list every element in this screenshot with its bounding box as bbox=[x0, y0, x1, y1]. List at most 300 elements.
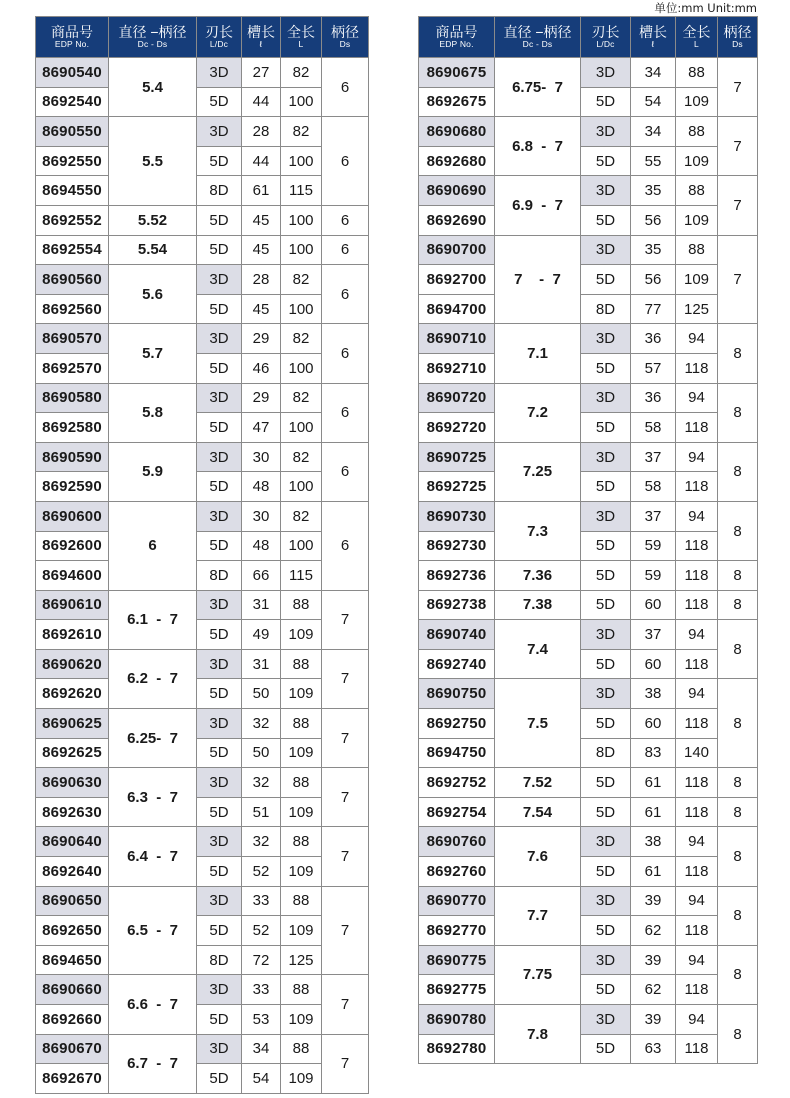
overall-length: 109 bbox=[281, 738, 322, 768]
edp-number: 8692540 bbox=[36, 87, 109, 117]
diameter-value: 6.8 - 7 bbox=[495, 117, 581, 176]
flute-ratio: 5D bbox=[197, 205, 242, 235]
diameter-value: 5.7 bbox=[109, 324, 197, 383]
flute-length: 38 bbox=[631, 679, 676, 709]
header-edp: 商品号 EDP No. bbox=[36, 17, 109, 58]
diameter-value: 5.5 bbox=[109, 117, 197, 206]
shank-diameter: 6 bbox=[322, 324, 369, 383]
diameter-value: 7.1 bbox=[495, 324, 581, 383]
flute-ratio: 5D bbox=[581, 649, 631, 679]
flute-ratio: 3D bbox=[581, 235, 631, 265]
table-row bbox=[419, 620, 758, 650]
flute-length: 56 bbox=[631, 205, 676, 235]
overall-length: 125 bbox=[281, 945, 322, 975]
shank-diameter: 7 bbox=[322, 590, 369, 649]
table-row bbox=[36, 472, 369, 502]
overall-length: 100 bbox=[281, 353, 322, 383]
table-row bbox=[419, 916, 758, 946]
flute-ratio: 3D bbox=[581, 501, 631, 531]
overall-length: 88 bbox=[281, 975, 322, 1005]
table-row bbox=[419, 58, 758, 88]
flute-ratio: 5D bbox=[581, 353, 631, 383]
shank-diameter: 7 bbox=[322, 827, 369, 886]
shank-diameter: 6 bbox=[322, 58, 369, 117]
flute-length: 37 bbox=[631, 442, 676, 472]
overall-length: 88 bbox=[281, 709, 322, 739]
table-row bbox=[419, 827, 758, 857]
edp-number: 8690780 bbox=[419, 1005, 495, 1035]
overall-length: 88 bbox=[676, 176, 718, 206]
table-row bbox=[36, 442, 369, 472]
flute-length: 34 bbox=[631, 117, 676, 147]
diameter-value: 6.7 - 7 bbox=[109, 1034, 197, 1093]
diameter-value: 7.38 bbox=[495, 590, 581, 620]
table-row bbox=[36, 738, 369, 768]
flute-length: 34 bbox=[631, 58, 676, 88]
table-row bbox=[36, 975, 369, 1005]
edp-number: 8690730 bbox=[419, 501, 495, 531]
overall-length: 109 bbox=[281, 797, 322, 827]
flute-ratio: 3D bbox=[581, 176, 631, 206]
table-row bbox=[36, 324, 369, 354]
flute-ratio: 5D bbox=[197, 916, 242, 946]
shank-diameter: 7 bbox=[718, 235, 758, 324]
shank-diameter: 7 bbox=[718, 117, 758, 176]
shank-diameter: 7 bbox=[322, 975, 369, 1034]
shank-diameter: 6 bbox=[322, 265, 369, 324]
header-diameter: 直径 −柄径 Dc - Ds bbox=[109, 17, 197, 58]
overall-length: 118 bbox=[676, 590, 718, 620]
table-row bbox=[419, 738, 758, 768]
edp-number: 8692620 bbox=[36, 679, 109, 709]
overall-length: 94 bbox=[676, 442, 718, 472]
flute-length: 28 bbox=[242, 265, 281, 295]
header-flute-length: 槽长 ℓ bbox=[242, 17, 281, 58]
table-row bbox=[36, 1064, 369, 1094]
table-row bbox=[419, 205, 758, 235]
edp-number: 8690570 bbox=[36, 324, 109, 354]
overall-length: 88 bbox=[281, 649, 322, 679]
shank-diameter: 8 bbox=[718, 945, 758, 1004]
overall-length: 94 bbox=[676, 620, 718, 650]
edp-number: 8690610 bbox=[36, 590, 109, 620]
header-shank-diameter: 柄径 Ds bbox=[322, 17, 369, 58]
edp-number: 8692720 bbox=[419, 413, 495, 443]
overall-length: 100 bbox=[281, 87, 322, 117]
shank-diameter: 8 bbox=[718, 590, 758, 620]
table-row bbox=[36, 265, 369, 295]
flute-length: 28 bbox=[242, 117, 281, 147]
table-row bbox=[36, 620, 369, 650]
shank-diameter: 6 bbox=[322, 205, 369, 235]
edp-number: 8692675 bbox=[419, 87, 495, 117]
flute-length: 29 bbox=[242, 324, 281, 354]
flute-length: 34 bbox=[242, 1034, 281, 1064]
shank-diameter: 7 bbox=[322, 768, 369, 827]
flute-ratio: 5D bbox=[197, 738, 242, 768]
table-row bbox=[36, 117, 369, 147]
flute-length: 38 bbox=[631, 827, 676, 857]
flute-ratio: 5D bbox=[197, 472, 242, 502]
overall-length: 94 bbox=[676, 679, 718, 709]
edp-number: 8690660 bbox=[36, 975, 109, 1005]
edp-number: 8692754 bbox=[419, 797, 495, 827]
diameter-value: 7.25 bbox=[495, 442, 581, 501]
table-row bbox=[419, 117, 758, 147]
flute-length: 56 bbox=[631, 265, 676, 295]
shank-diameter: 8 bbox=[718, 827, 758, 886]
edp-number: 8692760 bbox=[419, 857, 495, 887]
overall-length: 82 bbox=[281, 442, 322, 472]
shank-diameter: 6 bbox=[322, 501, 369, 590]
table-row bbox=[419, 87, 758, 117]
flute-length: 55 bbox=[631, 146, 676, 176]
diameter-value: 6.9 - 7 bbox=[495, 176, 581, 235]
flute-length: 37 bbox=[631, 501, 676, 531]
flute-length: 53 bbox=[242, 1005, 281, 1035]
flute-length: 36 bbox=[631, 324, 676, 354]
overall-length: 94 bbox=[676, 501, 718, 531]
overall-length: 109 bbox=[281, 916, 322, 946]
diameter-value: 7.2 bbox=[495, 383, 581, 442]
table-row bbox=[419, 531, 758, 561]
overall-length: 88 bbox=[281, 768, 322, 798]
shank-diameter: 6 bbox=[322, 442, 369, 501]
overall-length: 88 bbox=[676, 58, 718, 88]
table-row bbox=[36, 205, 369, 235]
flute-ratio: 5D bbox=[197, 413, 242, 443]
flute-ratio: 3D bbox=[581, 442, 631, 472]
table-row bbox=[419, 294, 758, 324]
diameter-value: 5.52 bbox=[109, 205, 197, 235]
overall-length: 82 bbox=[281, 117, 322, 147]
shank-diameter: 8 bbox=[718, 383, 758, 442]
edp-number: 8690580 bbox=[36, 383, 109, 413]
edp-number: 8694600 bbox=[36, 561, 109, 591]
table-header bbox=[36, 17, 369, 58]
shank-diameter: 8 bbox=[718, 442, 758, 501]
diameter-value: 7.4 bbox=[495, 620, 581, 679]
shank-diameter: 6 bbox=[322, 383, 369, 442]
flute-length: 77 bbox=[631, 294, 676, 324]
flute-length: 62 bbox=[631, 975, 676, 1005]
overall-length: 109 bbox=[281, 1005, 322, 1035]
flute-ratio: 3D bbox=[197, 1034, 242, 1064]
overall-length: 118 bbox=[676, 531, 718, 561]
diameter-value: 6.5 - 7 bbox=[109, 886, 197, 975]
edp-number: 8692550 bbox=[36, 146, 109, 176]
overall-length: 109 bbox=[676, 146, 718, 176]
shank-diameter: 7 bbox=[718, 176, 758, 235]
flute-length: 62 bbox=[631, 916, 676, 946]
overall-length: 109 bbox=[676, 205, 718, 235]
edp-number: 8692690 bbox=[419, 205, 495, 235]
flute-ratio: 5D bbox=[197, 294, 242, 324]
diameter-value: 6.1 - 7 bbox=[109, 590, 197, 649]
header-diameter: 直径 −柄径 Dc - Ds bbox=[495, 17, 581, 58]
flute-ratio: 5D bbox=[197, 146, 242, 176]
flute-length: 45 bbox=[242, 235, 281, 265]
overall-length: 88 bbox=[281, 886, 322, 916]
flute-ratio: 5D bbox=[581, 975, 631, 1005]
table-row bbox=[419, 590, 758, 620]
edp-number: 8692670 bbox=[36, 1064, 109, 1094]
overall-length: 118 bbox=[676, 561, 718, 591]
overall-length: 140 bbox=[676, 738, 718, 768]
diameter-value: 5.4 bbox=[109, 58, 197, 117]
flute-ratio: 5D bbox=[197, 857, 242, 887]
overall-length: 88 bbox=[281, 590, 322, 620]
flute-ratio: 5D bbox=[197, 1005, 242, 1035]
flute-ratio: 3D bbox=[197, 975, 242, 1005]
diameter-value: 7.3 bbox=[495, 501, 581, 560]
spec-table-left bbox=[35, 16, 369, 1094]
overall-length: 82 bbox=[281, 58, 322, 88]
table-row bbox=[36, 945, 369, 975]
diameter-value: 7 - 7 bbox=[495, 235, 581, 324]
overall-length: 118 bbox=[676, 768, 718, 798]
overall-length: 100 bbox=[281, 531, 322, 561]
overall-length: 82 bbox=[281, 324, 322, 354]
flute-length: 57 bbox=[631, 353, 676, 383]
overall-length: 100 bbox=[281, 146, 322, 176]
flute-length: 35 bbox=[631, 235, 676, 265]
overall-length: 118 bbox=[676, 709, 718, 739]
unit-label: 单位:mm Unit:mm bbox=[654, 1, 757, 15]
flute-ratio: 5D bbox=[197, 531, 242, 561]
edp-number: 8692570 bbox=[36, 353, 109, 383]
shank-diameter: 7 bbox=[322, 1034, 369, 1093]
edp-number: 8690550 bbox=[36, 117, 109, 147]
table-row bbox=[36, 294, 369, 324]
table-row bbox=[419, 975, 758, 1005]
table-row bbox=[36, 146, 369, 176]
edp-number: 8694650 bbox=[36, 945, 109, 975]
edp-number: 8690540 bbox=[36, 58, 109, 88]
flute-length: 58 bbox=[631, 472, 676, 502]
flute-ratio: 5D bbox=[581, 1034, 631, 1064]
edp-number: 8690625 bbox=[36, 709, 109, 739]
edp-number: 8690620 bbox=[36, 649, 109, 679]
edp-number: 8690740 bbox=[419, 620, 495, 650]
shank-diameter: 8 bbox=[718, 768, 758, 798]
flute-length: 44 bbox=[242, 87, 281, 117]
table-row bbox=[36, 413, 369, 443]
flute-ratio: 5D bbox=[581, 413, 631, 443]
table-row bbox=[419, 679, 758, 709]
edp-number: 8690650 bbox=[36, 886, 109, 916]
edp-number: 8692554 bbox=[36, 235, 109, 265]
header-flute-length: 槽长 ℓ bbox=[631, 17, 676, 58]
edp-number: 8692775 bbox=[419, 975, 495, 1005]
flute-length: 60 bbox=[631, 709, 676, 739]
flute-length: 30 bbox=[242, 442, 281, 472]
shank-diameter: 7 bbox=[718, 58, 758, 117]
overall-length: 109 bbox=[281, 857, 322, 887]
table-row bbox=[36, 679, 369, 709]
overall-length: 94 bbox=[676, 324, 718, 354]
overall-length: 115 bbox=[281, 561, 322, 591]
table-row bbox=[419, 501, 758, 531]
table-row bbox=[36, 353, 369, 383]
shank-diameter: 7 bbox=[322, 649, 369, 708]
shank-diameter: 8 bbox=[718, 501, 758, 560]
flute-ratio: 3D bbox=[197, 709, 242, 739]
edp-number: 8692600 bbox=[36, 531, 109, 561]
shank-diameter: 8 bbox=[718, 324, 758, 383]
flute-length: 63 bbox=[631, 1034, 676, 1064]
flute-length: 61 bbox=[242, 176, 281, 206]
edp-number: 8690690 bbox=[419, 176, 495, 206]
edp-number: 8692710 bbox=[419, 353, 495, 383]
flute-length: 29 bbox=[242, 383, 281, 413]
table-row bbox=[419, 353, 758, 383]
edp-number: 8692580 bbox=[36, 413, 109, 443]
shank-diameter: 8 bbox=[718, 679, 758, 768]
overall-length: 94 bbox=[676, 1005, 718, 1035]
table-row bbox=[36, 590, 369, 620]
shank-diameter: 8 bbox=[718, 1005, 758, 1064]
edp-number: 8690700 bbox=[419, 235, 495, 265]
diameter-value: 7.54 bbox=[495, 797, 581, 827]
edp-number: 8690630 bbox=[36, 768, 109, 798]
overall-length: 118 bbox=[676, 353, 718, 383]
flute-length: 61 bbox=[631, 797, 676, 827]
table-row bbox=[419, 235, 758, 265]
shank-diameter: 8 bbox=[718, 886, 758, 945]
table-row bbox=[36, 886, 369, 916]
table-row bbox=[36, 709, 369, 739]
shank-diameter: 7 bbox=[322, 886, 369, 975]
flute-ratio: 5D bbox=[581, 916, 631, 946]
shank-diameter: 7 bbox=[322, 709, 369, 768]
flute-ratio: 3D bbox=[197, 886, 242, 916]
flute-ratio: 3D bbox=[197, 501, 242, 531]
overall-length: 118 bbox=[676, 413, 718, 443]
diameter-value: 5.6 bbox=[109, 265, 197, 324]
table-body bbox=[419, 58, 758, 1064]
edp-number: 8692552 bbox=[36, 205, 109, 235]
flute-length: 52 bbox=[242, 857, 281, 887]
table-row bbox=[36, 1034, 369, 1064]
edp-number: 8690590 bbox=[36, 442, 109, 472]
flute-ratio: 5D bbox=[197, 797, 242, 827]
table-row bbox=[419, 146, 758, 176]
edp-number: 8694550 bbox=[36, 176, 109, 206]
edp-number: 8692610 bbox=[36, 620, 109, 650]
table-body bbox=[36, 58, 369, 1094]
header-overall-length: 全长 L bbox=[281, 17, 322, 58]
flute-ratio: 3D bbox=[581, 1005, 631, 1035]
table-row bbox=[419, 1005, 758, 1035]
flute-ratio: 5D bbox=[581, 857, 631, 887]
flute-length: 54 bbox=[631, 87, 676, 117]
flute-ratio: 3D bbox=[197, 442, 242, 472]
flute-ratio: 5D bbox=[581, 590, 631, 620]
edp-number: 8692750 bbox=[419, 709, 495, 739]
flute-ratio: 3D bbox=[197, 649, 242, 679]
table-row bbox=[419, 413, 758, 443]
table-row bbox=[36, 1005, 369, 1035]
flute-length: 27 bbox=[242, 58, 281, 88]
table-row bbox=[36, 916, 369, 946]
flute-length: 50 bbox=[242, 738, 281, 768]
header-flute-ratio: 刃长 L/Dc bbox=[197, 17, 242, 58]
header-shank-diameter: 柄径 Ds bbox=[718, 17, 758, 58]
overall-length: 109 bbox=[281, 620, 322, 650]
table-row bbox=[419, 442, 758, 472]
flute-ratio: 8D bbox=[197, 561, 242, 591]
edp-number: 8690600 bbox=[36, 501, 109, 531]
diameter-value: 7.5 bbox=[495, 679, 581, 768]
table-header bbox=[419, 17, 758, 58]
edp-number: 8690680 bbox=[419, 117, 495, 147]
flute-ratio: 3D bbox=[581, 383, 631, 413]
edp-number: 8692740 bbox=[419, 649, 495, 679]
flute-ratio: 5D bbox=[581, 265, 631, 295]
table-row bbox=[36, 649, 369, 679]
edp-number: 8690720 bbox=[419, 383, 495, 413]
flute-length: 50 bbox=[242, 679, 281, 709]
table-row bbox=[419, 472, 758, 502]
diameter-value: 7.52 bbox=[495, 768, 581, 798]
table-row bbox=[419, 649, 758, 679]
flute-ratio: 8D bbox=[581, 294, 631, 324]
flute-ratio: 3D bbox=[197, 324, 242, 354]
flute-ratio: 5D bbox=[197, 87, 242, 117]
shank-diameter: 8 bbox=[718, 620, 758, 679]
edp-number: 8692630 bbox=[36, 797, 109, 827]
table-row bbox=[36, 561, 369, 591]
edp-number: 8692736 bbox=[419, 561, 495, 591]
table-row bbox=[36, 176, 369, 206]
header-edp: 商品号 EDP No. bbox=[419, 17, 495, 58]
edp-number: 8692640 bbox=[36, 857, 109, 887]
overall-length: 115 bbox=[281, 176, 322, 206]
edp-number: 8690560 bbox=[36, 265, 109, 295]
table-row bbox=[419, 1034, 758, 1064]
overall-length: 82 bbox=[281, 501, 322, 531]
edp-number: 8690775 bbox=[419, 945, 495, 975]
edp-number: 8692725 bbox=[419, 472, 495, 502]
edp-number: 8690770 bbox=[419, 886, 495, 916]
table-row bbox=[36, 531, 369, 561]
overall-length: 109 bbox=[281, 1064, 322, 1094]
flute-ratio: 3D bbox=[197, 265, 242, 295]
diameter-value: 6.75- 7 bbox=[495, 58, 581, 117]
edp-number: 8690760 bbox=[419, 827, 495, 857]
edp-number: 8692730 bbox=[419, 531, 495, 561]
flute-ratio: 5D bbox=[581, 472, 631, 502]
table-row bbox=[419, 383, 758, 413]
flute-length: 32 bbox=[242, 768, 281, 798]
flute-length: 61 bbox=[631, 857, 676, 887]
flute-length: 61 bbox=[631, 768, 676, 798]
edp-number: 8692780 bbox=[419, 1034, 495, 1064]
table-row bbox=[419, 176, 758, 206]
flute-ratio: 3D bbox=[581, 58, 631, 88]
flute-length: 83 bbox=[631, 738, 676, 768]
flute-ratio: 3D bbox=[581, 827, 631, 857]
flute-length: 46 bbox=[242, 353, 281, 383]
edp-number: 8690750 bbox=[419, 679, 495, 709]
table-row bbox=[36, 827, 369, 857]
table-row bbox=[419, 561, 758, 591]
edp-number: 8694700 bbox=[419, 294, 495, 324]
spec-table-right bbox=[418, 16, 758, 1064]
flute-ratio: 3D bbox=[581, 886, 631, 916]
flute-length: 60 bbox=[631, 649, 676, 679]
